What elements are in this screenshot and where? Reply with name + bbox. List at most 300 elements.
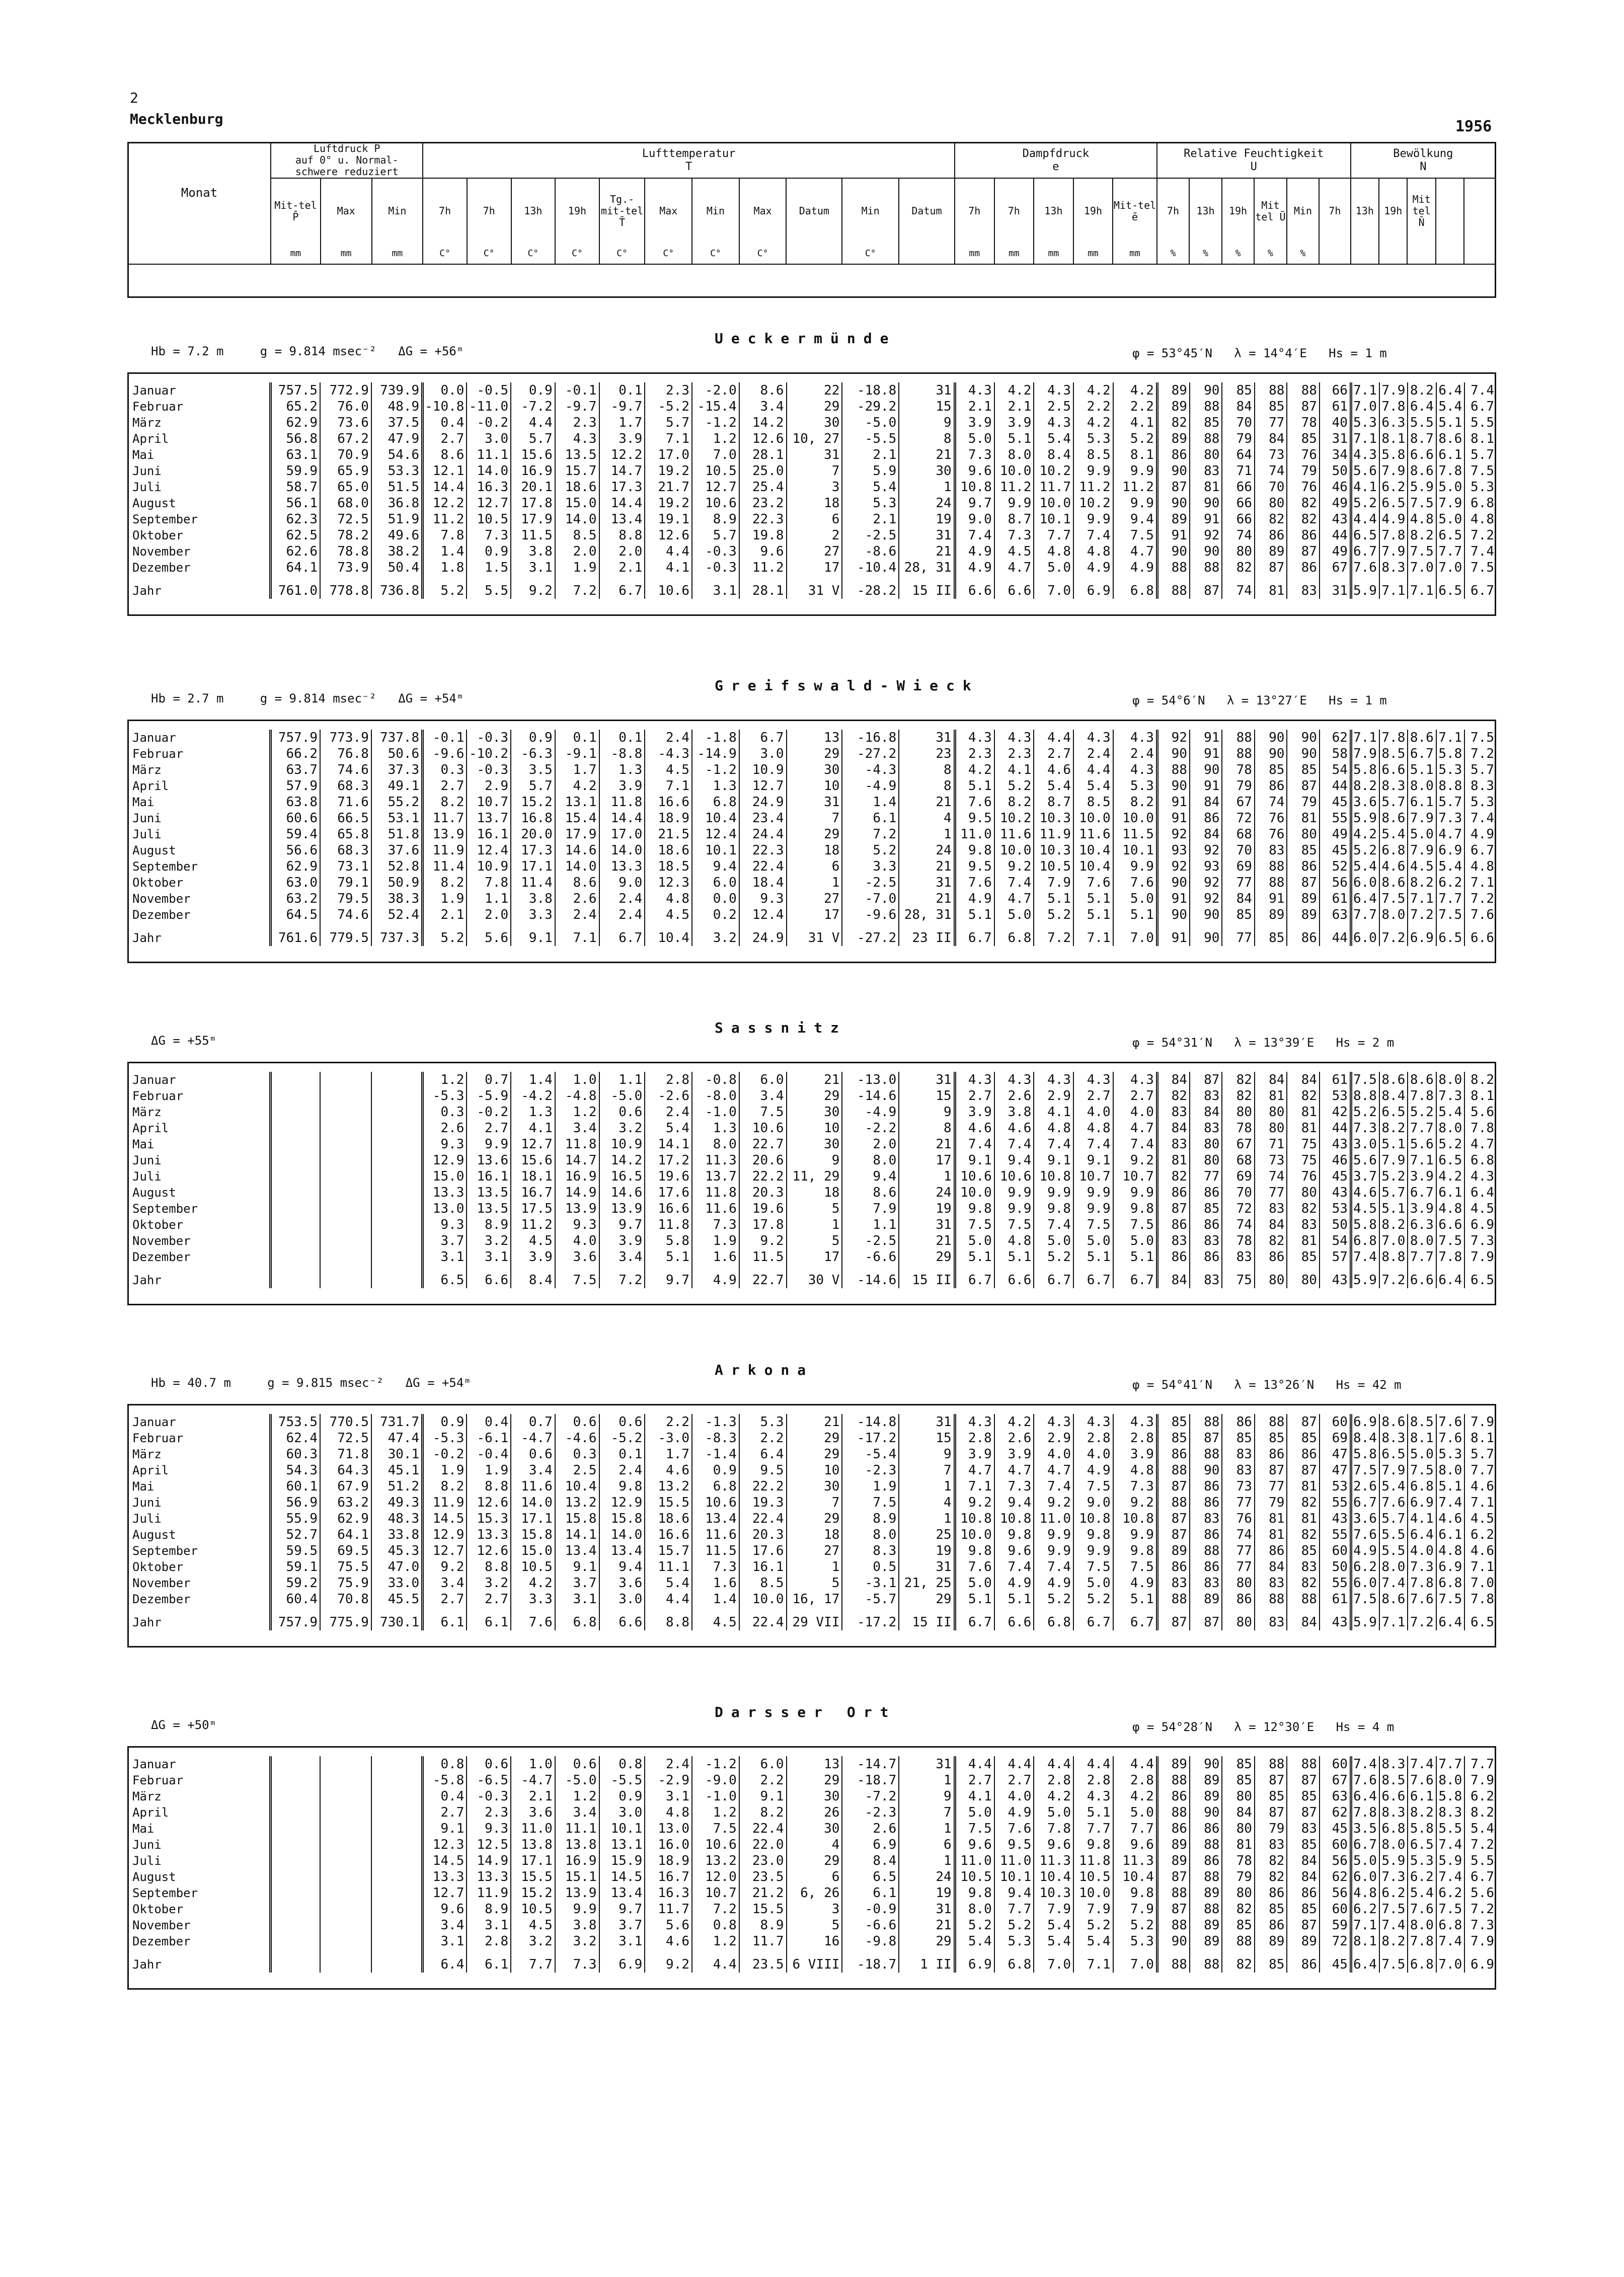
cell: 90	[1190, 1756, 1222, 1772]
cell: 15.0	[511, 1543, 555, 1559]
cell: 13	[787, 1756, 842, 1772]
cell: 7.9	[1408, 810, 1436, 826]
cell: 6.8	[1113, 576, 1157, 599]
cell: 68.3	[320, 778, 371, 794]
cell: 11.8	[555, 1136, 599, 1152]
cell: 16.7	[645, 1869, 692, 1885]
cell: 48.3	[371, 1511, 423, 1527]
cell: 20.3	[739, 1185, 787, 1201]
cell: 5.4	[1436, 399, 1464, 415]
cell: 4.9	[1113, 1575, 1157, 1591]
cell: 9.4	[994, 1152, 1034, 1168]
header-dampfdruck: Dampfdruck e	[955, 142, 1157, 178]
cell: 761.6	[270, 923, 320, 946]
station-table	[127, 382, 1496, 599]
cell: 6.7	[1351, 543, 1379, 560]
cell: 30	[787, 415, 842, 431]
cell: 7.9	[1034, 875, 1073, 891]
cell: 6.1	[1436, 447, 1464, 463]
cell: 4.8	[1436, 1201, 1464, 1217]
cell: 49.3	[371, 1495, 423, 1511]
cell: 24	[899, 1185, 955, 1201]
cell: 13.3	[423, 1869, 467, 1885]
header-bewoelkung: Bewölkung N	[1351, 142, 1496, 178]
cell: 5.1	[1408, 762, 1436, 778]
cell: 6.4	[1351, 1788, 1379, 1804]
cell: 11.4	[423, 858, 467, 875]
cell: -0.2	[467, 1104, 511, 1120]
month-label: Juni	[132, 464, 162, 478]
cell: 7.4	[994, 1136, 1034, 1152]
cell: 1	[899, 1772, 955, 1788]
cell: 87	[1157, 1607, 1190, 1630]
cell: 22	[787, 382, 842, 399]
cell: 8.6	[423, 447, 467, 463]
cell: 7.1	[555, 923, 599, 946]
cell: 63.7	[270, 762, 320, 778]
cell: -5.0	[555, 1772, 599, 1788]
cell: 4	[899, 1495, 955, 1511]
cell: -0.3	[467, 730, 511, 746]
cell: -1.0	[692, 1788, 739, 1804]
cell: 3.9	[1408, 1168, 1436, 1185]
cell: 0.6	[467, 1756, 511, 1772]
cell: 3.8	[555, 1917, 599, 1933]
cell	[371, 1804, 423, 1821]
cell: 2.6	[842, 1821, 899, 1837]
cell: 81	[1287, 1511, 1320, 1527]
cell: 6.4	[1408, 399, 1436, 415]
cell: 4.5	[994, 543, 1034, 560]
cell: 5.1	[1073, 1804, 1113, 1821]
cell: -15.4	[692, 399, 739, 415]
table-row	[127, 1136, 1496, 1152]
cell: 21.5	[645, 826, 692, 842]
cell: 6.5	[1351, 527, 1379, 543]
cell	[371, 1949, 423, 1973]
cell: 15.7	[645, 1543, 692, 1559]
cell: 5.4	[1034, 431, 1073, 447]
cell: 9.7	[599, 1217, 645, 1233]
cell: 58	[1320, 746, 1351, 762]
cell: 49	[1320, 543, 1351, 560]
cell: -8.6	[842, 543, 899, 560]
cell: 8.6	[1379, 875, 1408, 891]
cell: 7.6	[955, 875, 994, 891]
cell: 14.2	[739, 415, 787, 431]
cell: 10.6	[955, 1168, 994, 1185]
cell: 3.1	[599, 1933, 645, 1949]
cell	[371, 1120, 423, 1136]
cell: 4.9	[955, 891, 994, 907]
cell: 5.9	[1351, 810, 1379, 826]
cell: 5.1	[994, 1249, 1034, 1265]
cell: 4.1	[955, 1788, 994, 1804]
col-head-7: Tg.-mit-tel T̄	[599, 178, 645, 244]
cell: 9.4	[692, 858, 739, 875]
cell: 86	[1255, 1885, 1287, 1901]
cell: 7.9	[1379, 382, 1408, 399]
cell: 2.2	[1113, 399, 1157, 415]
cell: -4.8	[555, 1088, 599, 1104]
cell: 64.5	[270, 907, 320, 923]
cell: 84	[1287, 1853, 1320, 1869]
cell: 22.4	[739, 1607, 787, 1630]
cell: 11.1	[555, 1821, 599, 1837]
cell: 7.9	[1464, 1933, 1496, 1949]
cell: 7.5	[1436, 1233, 1464, 1249]
cell: 4.0	[555, 1233, 599, 1249]
cell: 14.6	[555, 842, 599, 858]
cell: 4.0	[994, 1788, 1034, 1804]
cell: 16.1	[467, 826, 511, 842]
month-label: November	[132, 1234, 191, 1248]
cell: 18.4	[739, 875, 787, 891]
cell: 11.5	[511, 527, 555, 543]
month-label: März	[132, 416, 162, 430]
cell: 4.3	[955, 730, 994, 746]
cell: 7	[787, 810, 842, 826]
cell: 70	[1222, 415, 1255, 431]
cell: 7.6	[955, 794, 994, 810]
cell: 0.0	[692, 891, 739, 907]
table-row	[127, 527, 1496, 543]
cell: 54.6	[371, 447, 423, 463]
cell: 2.7	[423, 778, 467, 794]
cell: 84	[1157, 1265, 1190, 1288]
table-row	[127, 560, 1496, 576]
cell: 45	[1320, 1168, 1351, 1185]
cell: 4.4	[1034, 730, 1073, 746]
cell: 87	[1157, 1511, 1190, 1527]
cell: 5.4	[1379, 1478, 1408, 1495]
cell: 7.1	[645, 431, 692, 447]
cell: 7.1	[1351, 382, 1379, 399]
cell: 2.2	[739, 1772, 787, 1788]
cell: 13.2	[645, 1478, 692, 1495]
month-label: November	[132, 1918, 191, 1932]
cell: 5.0	[1034, 1804, 1073, 1821]
cell: 16.6	[645, 794, 692, 810]
cell: 9.7	[645, 1265, 692, 1288]
cell: 63.2	[270, 891, 320, 907]
cell: -0.3	[467, 762, 511, 778]
cell: 5.2	[1113, 431, 1157, 447]
cell: 21	[787, 1414, 842, 1430]
cell: 1.3	[599, 762, 645, 778]
table-row	[127, 1527, 1496, 1543]
cell: 79	[1255, 1821, 1287, 1837]
cell: -4.9	[842, 778, 899, 794]
cell: 4.8	[1034, 543, 1073, 560]
cell: 51.8	[371, 826, 423, 842]
cell: 2.8	[645, 1072, 692, 1088]
cell: 5.4	[1073, 1933, 1113, 1949]
cell: -5.5	[842, 431, 899, 447]
cell	[371, 1217, 423, 1233]
table-row	[127, 1772, 1496, 1788]
cell: 62.5	[270, 527, 320, 543]
cell: 5.7	[1379, 1511, 1408, 1527]
cell: 7.2	[1464, 746, 1496, 762]
cell: 10.0	[955, 1527, 994, 1543]
cell: 76	[1222, 1511, 1255, 1527]
table-row	[127, 1072, 1496, 1088]
cell: -7.2	[842, 1788, 899, 1804]
cell: 12.7	[423, 1543, 467, 1559]
month-label: März	[132, 763, 162, 777]
cell: 4.8	[1464, 858, 1496, 875]
cell: 5.2	[994, 1917, 1034, 1933]
cell: 10.1	[599, 1821, 645, 1837]
cell: 5.0	[955, 1804, 994, 1821]
cell: 82	[1222, 1901, 1255, 1917]
cell: 2.3	[645, 382, 692, 399]
cell: 91	[1157, 527, 1190, 543]
cell: 89	[1255, 543, 1287, 560]
cell: 10.6	[692, 1837, 739, 1853]
cell: 9.2	[511, 576, 555, 599]
cell: 9.0	[955, 511, 994, 527]
cell: 86	[1190, 1478, 1222, 1495]
cell: 6.4	[423, 1949, 467, 1973]
cell: 3.1	[423, 1933, 467, 1949]
month-label: Dezember	[132, 1592, 191, 1606]
cell: 4.8	[645, 1804, 692, 1821]
cell: 4.9	[1464, 826, 1496, 842]
cell: 2.9	[467, 778, 511, 794]
cell: 3.6	[555, 1249, 599, 1265]
cell: 77	[1222, 1543, 1255, 1559]
cell: 5.3	[1408, 1853, 1436, 1869]
cell: 5.8	[1351, 1217, 1379, 1233]
cell: 10.6	[994, 1168, 1034, 1185]
table-row	[127, 1788, 1496, 1804]
cell: 778.8	[320, 576, 371, 599]
cell: 5.6	[1464, 1104, 1496, 1120]
cell: -14.6	[842, 1265, 899, 1288]
cell: 4.8	[1464, 511, 1496, 527]
cell: 88	[1222, 730, 1255, 746]
col-head-1: Max	[321, 178, 372, 244]
col-head-3: 7h	[423, 178, 467, 244]
month-label: September	[132, 1886, 198, 1900]
cell: 4.6	[645, 1462, 692, 1478]
cell: 24	[899, 495, 955, 511]
cell: 7.8	[1408, 1933, 1436, 1949]
cell: 76	[1287, 1168, 1320, 1185]
cell: 0.9	[599, 1788, 645, 1804]
cell: 6.8	[555, 1607, 599, 1630]
cell: 9.1	[1073, 1152, 1113, 1168]
cell: 31	[899, 1756, 955, 1772]
cell: 7.1	[1464, 1559, 1496, 1575]
cell: 5.1	[1073, 907, 1113, 923]
cell: 83	[1190, 463, 1222, 479]
cell: 7.4	[1379, 1575, 1408, 1591]
cell: 9.8	[994, 1527, 1034, 1543]
cell: 92	[1190, 842, 1222, 858]
cell: 65.0	[320, 479, 371, 495]
cell: 90	[1157, 746, 1190, 762]
cell: 7.5	[955, 1821, 994, 1837]
cell: 9	[899, 415, 955, 431]
cell: 19	[899, 1543, 955, 1559]
cell: 7.3	[955, 447, 994, 463]
cell: 5.1	[994, 431, 1034, 447]
cell: 81	[1287, 1233, 1320, 1249]
cell	[371, 1265, 423, 1288]
cell: 24.9	[739, 923, 787, 946]
cell: 7.0	[1408, 560, 1436, 576]
cell: 7.0	[692, 447, 739, 463]
cell	[371, 1853, 423, 1869]
col-head-15: 7h	[994, 178, 1034, 244]
header-relative-feuchtigkeit: Relative Feuchtigkeit U	[1157, 142, 1351, 178]
cell: 7.8	[423, 527, 467, 543]
cell: -1.4	[692, 1446, 739, 1462]
col-unit-16: mm	[1034, 244, 1073, 264]
cell: 5.3	[1113, 1933, 1157, 1949]
cell: 84	[1157, 1120, 1190, 1136]
col-unit-5: C°	[511, 244, 556, 264]
cell: 59	[1320, 1917, 1351, 1933]
cell	[371, 1152, 423, 1168]
cell: 21.7	[645, 479, 692, 495]
cell: -5.0	[599, 1088, 645, 1104]
cell: 4.7	[1464, 1136, 1496, 1152]
cell: 14.4	[599, 495, 645, 511]
cell	[371, 1788, 423, 1804]
cell: 44	[1320, 1120, 1351, 1136]
col-unit-25	[1351, 244, 1379, 264]
month-label: Dezember	[132, 908, 191, 922]
cell: 7.5	[1464, 730, 1496, 746]
cell: 9.2	[645, 1949, 692, 1973]
cell: 13.7	[467, 810, 511, 826]
cell: -0.4	[467, 1446, 511, 1462]
cell: 0.7	[467, 1072, 511, 1088]
table-row	[127, 1511, 1496, 1527]
cell: 14.0	[467, 463, 511, 479]
cell: 5.4	[1034, 778, 1073, 794]
cell: 5.7	[511, 431, 555, 447]
cell: 82	[1157, 415, 1190, 431]
cell: 1.4	[692, 1591, 739, 1607]
cell: 6.4	[1351, 891, 1379, 907]
cell: 18.6	[555, 479, 599, 495]
cell: 7.6	[1379, 1495, 1408, 1511]
cell: 6.7	[1073, 1607, 1113, 1630]
cell: 4.8	[645, 891, 692, 907]
cell: 67	[1320, 1772, 1351, 1788]
cell: -0.9	[842, 1901, 899, 1917]
cell: 88	[1190, 1949, 1222, 1973]
cell: -6.3	[511, 746, 555, 762]
col-head-24: 7h	[1319, 178, 1350, 244]
cell: 2.3	[555, 415, 599, 431]
cell: 86	[1190, 810, 1222, 826]
cell: 87	[1287, 875, 1320, 891]
cell: 5.8	[1408, 1821, 1436, 1837]
table-row	[127, 399, 1496, 415]
cell: 0.8	[599, 1756, 645, 1772]
cell: 4.3	[955, 1414, 994, 1430]
cell: -5.4	[842, 1446, 899, 1462]
cell: -5.2	[599, 1430, 645, 1446]
cell: 11.6	[1073, 826, 1113, 842]
table-row	[127, 1088, 1496, 1104]
cell	[371, 1933, 423, 1949]
cell: 79	[1222, 431, 1255, 447]
cell: -14.7	[842, 1756, 899, 1772]
cell: 10.4	[1073, 842, 1113, 858]
cell: 88	[1190, 1869, 1222, 1885]
cell: 85	[1255, 1430, 1287, 1446]
cell: 5.0	[1436, 479, 1464, 495]
col-head-18: Mit-tel ē	[1113, 178, 1157, 244]
col-head-19: 7h	[1157, 178, 1189, 244]
cell: 87	[1287, 1772, 1320, 1788]
cell: 31 V	[787, 923, 842, 946]
cell: 8.3	[1379, 778, 1408, 794]
cell: 75	[1287, 1136, 1320, 1152]
cell: 7.9	[1408, 842, 1436, 858]
cell: 52.4	[371, 907, 423, 923]
cell: -10.8	[423, 399, 467, 415]
cell: 2.7	[1113, 1088, 1157, 1104]
cell: 6.8	[1351, 1233, 1379, 1249]
cell: 74	[1222, 1217, 1255, 1233]
cell: 10.6	[692, 495, 739, 511]
cell: 7.5	[1113, 527, 1157, 543]
cell: 5.8	[1436, 746, 1464, 762]
cell: 63	[1320, 1788, 1351, 1804]
column-header	[127, 142, 1496, 299]
cell: 8.4	[1351, 1430, 1379, 1446]
cell: 5.0	[994, 907, 1034, 923]
cell: 5.2	[1379, 1168, 1408, 1185]
cell: 8.3	[1379, 1804, 1408, 1821]
cell: 11.9	[423, 1495, 467, 1511]
cell: 6.9	[1436, 842, 1464, 858]
cell: 7.4	[1351, 1756, 1379, 1772]
cell: 757.9	[270, 1607, 320, 1630]
cell: 0.6	[511, 1446, 555, 1462]
cell	[320, 1772, 371, 1788]
cell: 16.1	[739, 1559, 787, 1575]
cell: 80	[1222, 1788, 1255, 1804]
cell: 80	[1255, 495, 1287, 511]
cell: 4.6	[994, 1120, 1034, 1136]
cell: 12.5	[467, 1837, 511, 1853]
cell: 83	[1287, 576, 1320, 599]
cell: 43	[1320, 511, 1351, 527]
cell: 1.1	[599, 1072, 645, 1088]
cell: 5.0	[1408, 826, 1436, 842]
cell	[320, 1168, 371, 1185]
cell: 86	[1157, 1788, 1190, 1804]
cell: 6.6	[1379, 762, 1408, 778]
cell: 73	[1222, 1478, 1255, 1495]
cell: 28.1	[739, 576, 787, 599]
cell: 86	[1190, 1495, 1222, 1511]
cell: 7.4	[955, 527, 994, 543]
cell: 5.2	[1351, 842, 1379, 858]
table-row	[127, 1933, 1496, 1949]
cell	[320, 1804, 371, 1821]
cell: 5.7	[1464, 762, 1496, 778]
